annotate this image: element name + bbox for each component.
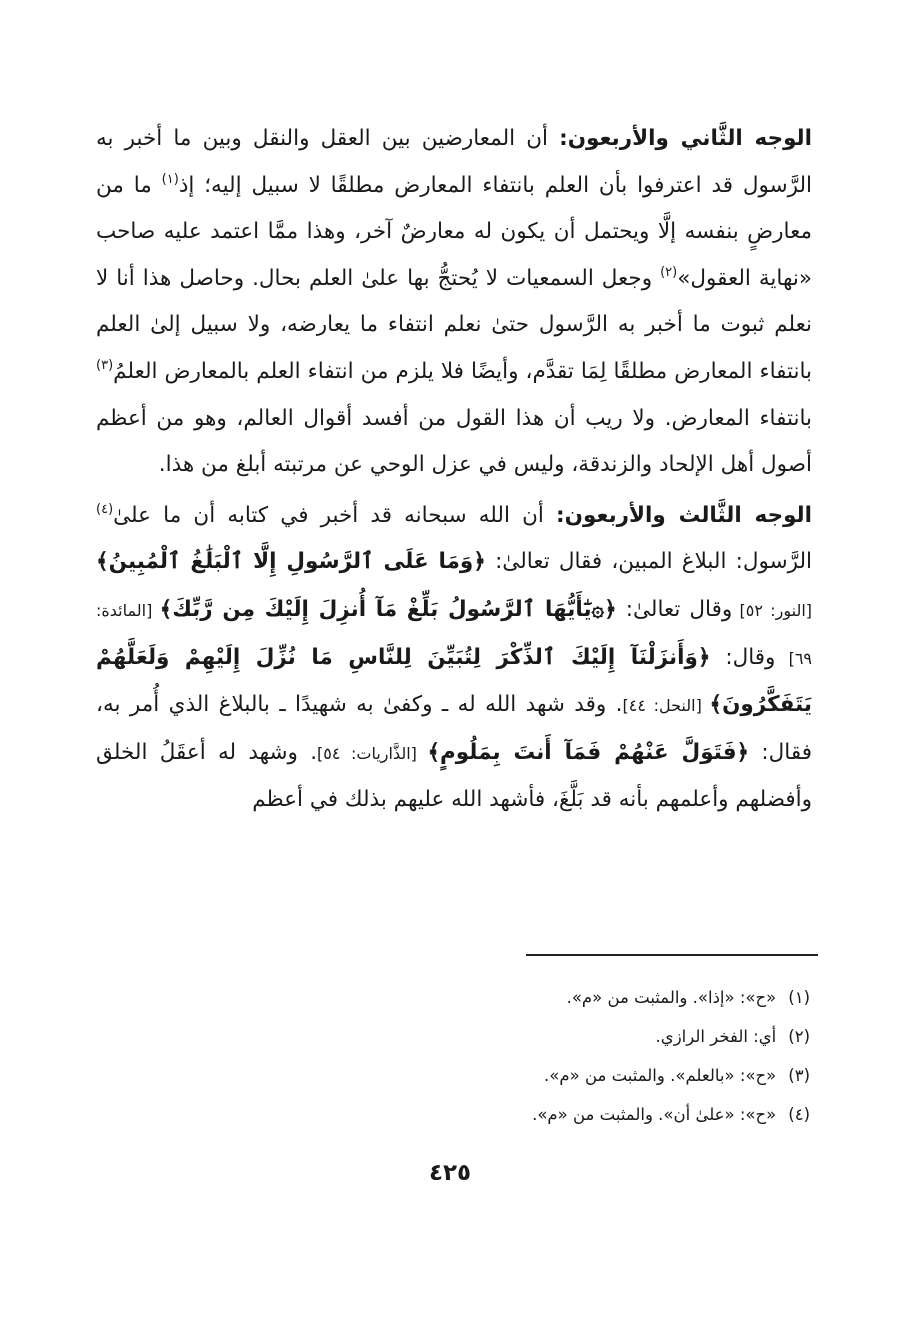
footnote-text: «ح»: «بالعلم». والمثبت من «م». xyxy=(544,1066,777,1085)
footnote-marker: (١) xyxy=(161,171,179,187)
paragraph-heading: الوجه الثَّالث والأربعون: xyxy=(556,502,813,528)
footnote-marker: (٤) xyxy=(96,501,114,517)
paragraph-text: بانتفاء المعارض. ولا ريب أن هذا القول من أفسد أقوال العالم، وهو من أعظم أصول أهل الإلحاد والزندقة، وليس في عزل الوحي عن مرتبته أبلغ من هذا. xyxy=(96,405,812,478)
paragraph-text: وقال: xyxy=(710,644,776,670)
paragraph-text: الرَّسول: البلاغ المبين، فقال تعالىٰ: xyxy=(485,549,812,575)
footnote-text: «ح»: «علىٰ أن». والمثبت من «م». xyxy=(532,1105,777,1124)
footnote-marker: (٣) xyxy=(96,357,114,373)
paragraph-text: أن المعارضين بين العقل والنقل وبين ما أخبر به الرَّسول قد اعترفوا بأن العلم بانتفاء المعارض مطلقًا لا سبيل إليه؛ إذ xyxy=(96,126,812,198)
paragraph-heading: الوجه الثَّاني والأربعون: xyxy=(559,126,812,151)
footnotes xyxy=(200,985,810,1141)
paragraph-43 xyxy=(96,493,812,824)
footnote-separator xyxy=(526,954,818,956)
quran-verse: ﴿وَمَا عَلَى ٱلرَّسُولِ إِلَّا ٱلْبَلَٰغُ ٱلْمُبِينُ﴾ xyxy=(96,549,486,575)
verse-citation: [الذَّاريات: ٥٤] xyxy=(317,743,428,763)
footnote-number: (٢) xyxy=(788,1027,810,1046)
paragraph-42 xyxy=(96,116,812,489)
verse-citation: [النور: ٥٢] xyxy=(732,600,813,620)
footnote-marker: (٢) xyxy=(660,264,678,280)
footnote-4 xyxy=(200,1102,810,1141)
quran-verse: ﴿فَتَوَلَّ عَنْهُمْ فَمَآ أَنتَ بِمَلُومٍ﴾ xyxy=(427,739,750,765)
main-text xyxy=(96,116,812,824)
verse-citation: [المائدة: ٦٩] xyxy=(96,600,813,668)
footnote-number: (٣) xyxy=(788,1066,810,1085)
quran-verse: ﴿۞يَٰٓأَيُّهَا ٱلرَّسُولُ بَلِّغْ مَآ أُنزِلَ إِلَيْكَ مِن رَّبِّكَ﴾ xyxy=(159,596,617,622)
paragraph-text: وجعل السمعيات لا يُحتجُّ بها علىٰ العلم بحال. وحاصل هذا أنا لا نعلم ثبوت ما أخبر به الرَّسول حتىٰ نعلم انتفاء ما يعارضه، ولا سبيل إلىٰ العلم بانتفاء المعارض مطلقًا لِمَا تقدَّم، وأيضًا فلا يلزم من انتفاء العلم بالمعارض العلمُ xyxy=(96,265,812,384)
paragraph-text: أن الله سبحانه قد أخبر في كتابه أن ما علىٰ xyxy=(113,502,557,528)
page-number: ٤٢٥ xyxy=(428,1160,472,1186)
footnote-number: (١) xyxy=(788,988,810,1007)
paragraph-text: . وشهد له أعقَلُ الخلق وأفضلهم وأعلمهم بأنه قد بَلَّغَ، فأشهد الله عليهم بذلك في أعظم xyxy=(96,739,812,813)
footnote-text: أي: الفخر الرازي. xyxy=(655,1027,777,1046)
footnote-3 xyxy=(200,1063,810,1102)
quran-verse: ﴿وَأَنزَلْنَآ إِلَيْكَ ٱلذِّكْرَ لِتُبَيِّنَ لِلنَّاسِ مَا نُزِّلَ إِلَيْهِمْ وَلَعَلَّهُمْ يَتَفَكَّرُونَ﴾ xyxy=(96,644,812,718)
verse-citation: [النحل: ٤٤] xyxy=(622,696,710,716)
footnote-1 xyxy=(200,985,810,1024)
paragraph-text: ما من معارضٍ بنفسه إلَّا ويحتمل أن يكون له معارضٌ آخر، وهذا ممَّا اعتمد عليه صاحب «نهاية العقول» xyxy=(96,172,812,291)
footnote-number: (٤) xyxy=(788,1105,810,1124)
footnote-2 xyxy=(200,1024,810,1063)
footnote-text: «ح»: «إذا». والمثبت من «م». xyxy=(566,988,777,1007)
paragraph-text: وقال تعالىٰ: xyxy=(616,596,733,622)
paragraph-text: . وقد شهد الله له ـ وكفىٰ به شهيدًا ـ بالبلاغ الذي أُمر به، فقال: xyxy=(96,692,812,765)
